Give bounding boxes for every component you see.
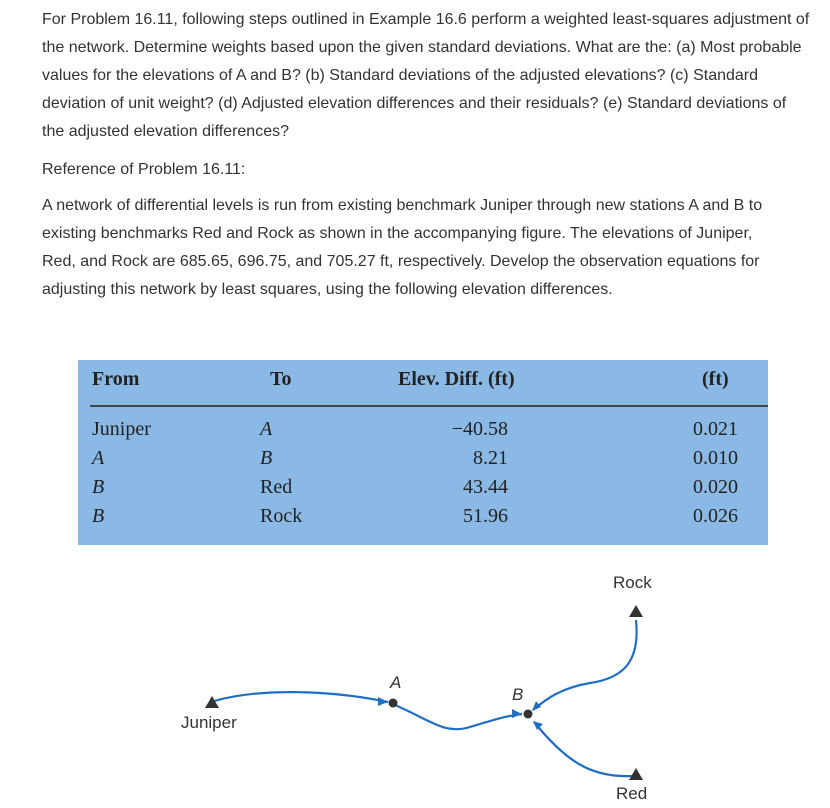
table-cell: 51.96 xyxy=(463,505,508,527)
header-std-dev: (ft) xyxy=(702,368,729,390)
line-juniper-a xyxy=(214,692,388,702)
juniper-benchmark-icon xyxy=(205,696,219,708)
arrowhead-b xyxy=(512,709,522,718)
rock-benchmark-icon xyxy=(629,605,643,617)
table-cell: B xyxy=(260,447,273,469)
problem-statement: For Problem 16.11, following steps outlined in Example 16.6 perform a weighted least-squares adjustment of the network. Determine weights based upon the given standard deviations. What are the: (a) Most probable values for the elevations of A and B? (b) Standard deviations of the adjusted elevations? (c) Standard deviation of unit weight? (d) Adjusted elevation differences and their residuals? (e) Standard deviations of the adjusted elevation differences? xyxy=(42,11,810,140)
table-cell: 8.21 xyxy=(473,447,508,469)
line-red-b xyxy=(534,722,632,776)
table-cell: Rock xyxy=(260,505,303,527)
table-cell: A xyxy=(260,418,273,440)
table-cell: 0.026 xyxy=(693,505,738,527)
reference-heading: Reference of Problem 16.11: xyxy=(42,161,246,178)
arrowhead-red xyxy=(533,721,543,730)
station-b-icon xyxy=(524,710,533,719)
label-b: B xyxy=(512,685,524,704)
reference-text: A network of differential levels is run from existing benchmark Juniper through new stations A and B to existing benchmarks Red and Rock as shown in the accompanying figure. The elevations of Juniper, Red, and Rock are 685.65, 696.75, and 705.27 ft, respectively. Develop the observation equations for adjusting this network by least squares, using the following elevation differences. xyxy=(42,197,763,298)
table-cell: Juniper xyxy=(92,418,151,440)
label-a: A xyxy=(390,673,402,692)
label-juniper: Juniper xyxy=(181,713,237,732)
table-cell: A xyxy=(92,447,105,469)
line-a-b xyxy=(395,705,522,729)
station-a-icon xyxy=(389,699,398,708)
label-red: Red xyxy=(616,784,648,803)
line-rock-b xyxy=(533,620,637,710)
header-from: From xyxy=(92,368,140,390)
table-cell: Red xyxy=(260,476,293,498)
header-to: To xyxy=(270,368,292,390)
arrowhead-rock xyxy=(532,701,541,711)
table-cell: 43.44 xyxy=(463,476,508,498)
table-cell: 0.021 xyxy=(693,418,738,440)
table-cell: 0.010 xyxy=(693,447,738,469)
label-rock: Rock xyxy=(613,573,652,592)
table-cell: B xyxy=(92,476,105,498)
arrowhead-a xyxy=(378,697,388,706)
table-cell: 0.020 xyxy=(693,476,738,498)
table-cell: −40.58 xyxy=(451,418,508,440)
table-cell: B xyxy=(92,505,105,527)
header-elev-diff: Elev. Diff. (ft) xyxy=(398,368,515,390)
red-benchmark-icon xyxy=(629,768,643,780)
